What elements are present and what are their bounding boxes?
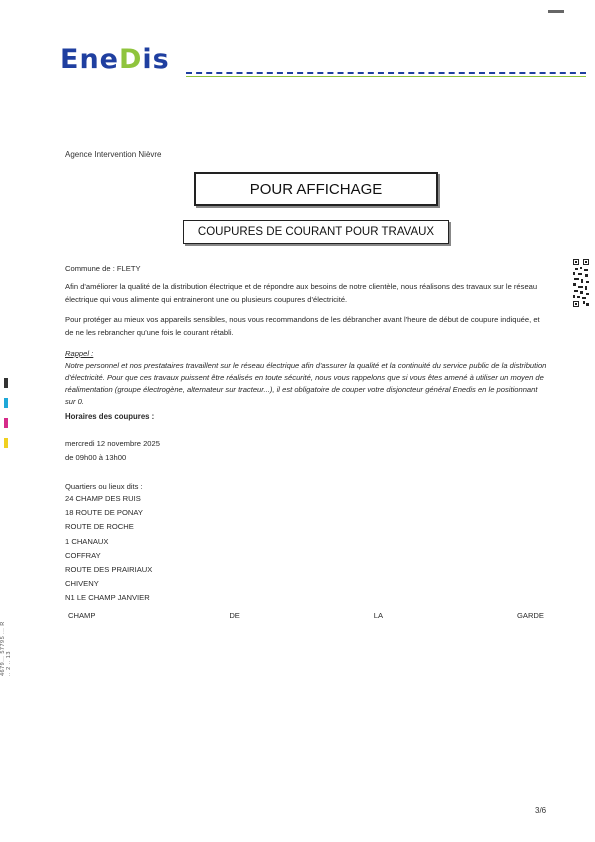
list-item: 18 ROUTE DE PONAY [65, 508, 143, 518]
header-rule [186, 72, 586, 74]
calibration-mark-magenta [4, 418, 8, 428]
scan-mark [548, 10, 564, 13]
list-item: N1 LE CHAMP JANVIER [65, 593, 150, 603]
page-title-text: POUR AFFICHAGE [249, 180, 383, 198]
list-item: CHIVENY [65, 579, 99, 589]
word: CHAMP [68, 611, 96, 620]
page-subtitle [183, 220, 449, 244]
commune: Commune de : FLETY [65, 264, 141, 273]
calibration-mark-yellow [4, 438, 8, 448]
qr-code-icon [572, 258, 590, 308]
calibration-mark-black [4, 378, 8, 388]
page-title [194, 172, 438, 206]
schedule-heading: Horaires des coupures : [65, 412, 155, 421]
reminder-title: Rappel : [65, 349, 94, 358]
outage-time: de 09h00 à 13h00 [65, 453, 127, 462]
word: DE [229, 611, 240, 620]
list-item: COFFRAY [65, 550, 101, 560]
list-item: 24 CHAMP DES RUIS [65, 494, 141, 503]
justified-place-line [68, 611, 544, 620]
margin-code: 4679... 57795 ... R .. 2 .. 13 [0, 621, 12, 676]
places-list [65, 492, 152, 606]
advice-paragraph: Pour protéger au mieux vos appareils sensibles, nous vous recommandons de les débrancher avant l'heure de début de coupure indiquée, et de ne les rebrancher qu'une fois le courant rétabli. [65, 315, 540, 337]
word: LA [373, 611, 384, 620]
page-number: 3/6 [535, 806, 547, 815]
enedis-logo: EneDis [60, 44, 170, 75]
reminder-block [65, 348, 549, 408]
header-rule-accent [186, 76, 586, 77]
list-item: ROUTE DE ROCHE [65, 522, 134, 532]
calibration-mark-cyan [4, 398, 8, 408]
list-item: ROUTE DES PRAIRIAUX [65, 565, 153, 575]
places-heading: Quartiers ou lieux dits : [65, 482, 143, 491]
outage-date: mercredi 12 novembre 2025 [65, 439, 160, 448]
agency-name: Agence Intervention Nièvre [65, 150, 162, 159]
word: GARDE [516, 611, 544, 620]
list-item: 1 CHANAUX [65, 536, 109, 546]
intro-paragraph: Afin d'améliorer la qualité de la distribution électrique et de répondre aux besoins de notre clientèle, nous réalisons des travaux sur le réseau électrique qui vous alimente qui entraineront une ou plusieurs coupures d'électricité. [65, 282, 538, 304]
page-subtitle-text: COUPURES DE COURANT POUR TRAVAUX [197, 226, 435, 238]
reminder-text: Notre personnel et nos prestataires travaillent sur le réseau électrique afin d'assurer la qualité et la continuité du service public de la distribution d'électricité. Pour que ces travaux puissent être réalisés en toute sécurité, nous vous rappelons que si vous êtes amené à utiliser un moyen de réalimentation (groupe électrogène, alternateur sur tracteur...), il est obligatoire de couper votre disjoncteur général Enedis en le positionnant sur 0. [65, 361, 547, 406]
